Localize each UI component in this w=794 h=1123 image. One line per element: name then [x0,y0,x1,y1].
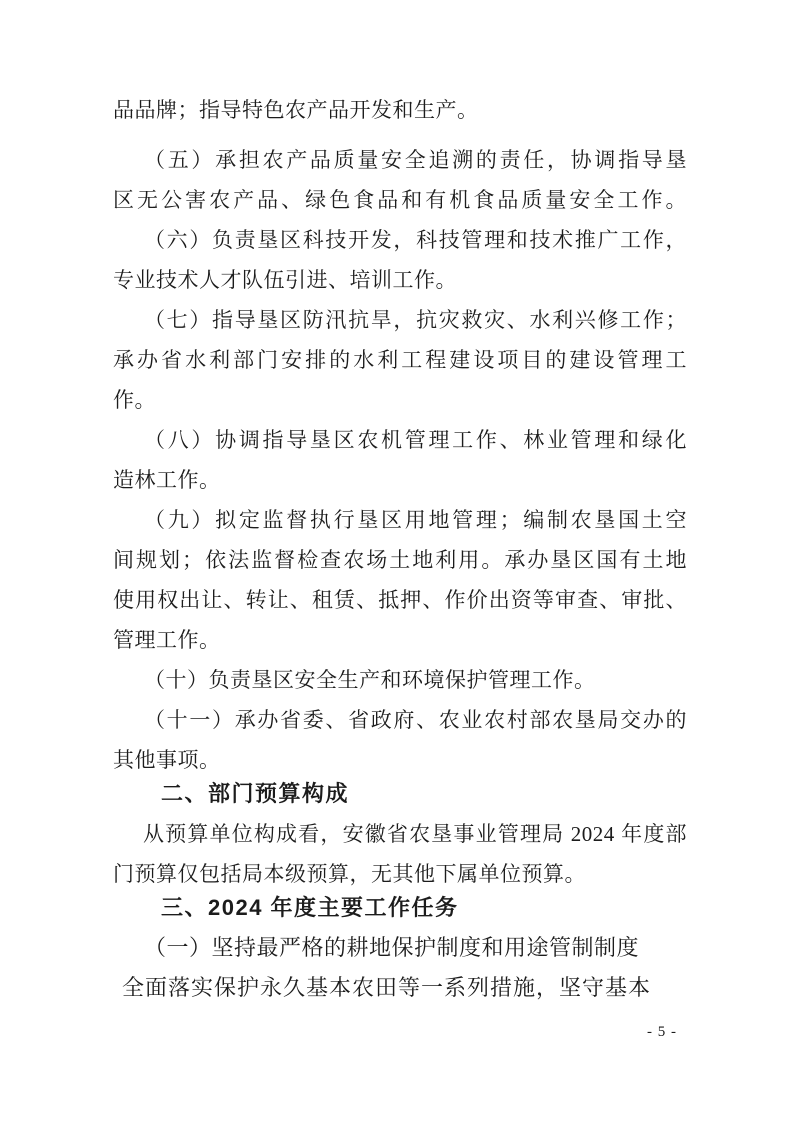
text-line: 三、2024 年度主要工作任务 [161,895,459,920]
text-line: （五）承担农产品质量安全追溯的责任，协调指导垦 [144,148,687,172]
text-line: 全面落实保护永久基本农田等一系列措施，坚守基本 [122,975,652,1000]
paragraph [113,660,687,700]
text-line: （七）指导垦区防汛抗旱，抗灾救灾、水利兴修工作； [144,308,687,332]
text-line: 二、部门预算构成 [161,781,350,806]
page-number: - 5 - [647,1024,677,1040]
text-line: （八）协调指导垦区农机管理工作、林业管理和绿化 [144,428,687,452]
text-line: 使用权出让、转让、租赁、抵押、作价出资等审查、审批、 [113,588,687,612]
paragraph [113,420,687,500]
text-line: 门预算仅包括局本级预算，无其他下属单位预算。 [113,862,586,886]
text-line: （十一）承办省委、省政府、农业农村部农垦局交办的 [144,708,687,732]
paragraph [113,700,687,780]
paragraph [113,968,687,1008]
text-line: 其他事项。 [113,748,221,772]
text-line: 品品牌；指导特色农产品开发和生产。 [113,98,479,122]
text-line: 从预算单位构成看，安徽省农垦事业管理局 2024 年度部 [143,822,687,846]
text-line: 间规划；依法监督检查农场土地利用。承办垦区国有土地 [113,548,687,572]
paragraph [113,814,687,894]
text-line: 专业技术人才队伍引进、培训工作。 [113,268,457,292]
paragraph [113,140,687,220]
paragraph [113,220,687,300]
paragraph [113,300,687,420]
text-line: （一）坚持最严格的耕地保护制度和用途管制制度 [144,935,640,960]
document-body [113,90,687,1008]
text-line: 承办省水利部门安排的水利工程建设项目的建设管理工 [113,348,687,372]
text-line: 区无公害农产品、绿色食品和有机食品质量安全工作。 [113,188,687,212]
section-heading [113,774,687,814]
text-line: （十）负责垦区安全生产和环境保护管理工作。 [144,668,596,692]
paragraph [113,90,687,130]
text-line: （六）负责垦区科技开发，科技管理和技术推广工作， [144,228,687,252]
text-line: 造林工作。 [113,468,221,492]
text-line: （九）拟定监督执行垦区用地管理；编制农垦国土空 [144,508,687,532]
text-line: 管理工作。 [113,628,221,652]
paragraph [113,500,687,660]
text-line: 作。 [113,388,156,412]
section-heading [113,888,687,928]
paragraph [113,928,687,968]
